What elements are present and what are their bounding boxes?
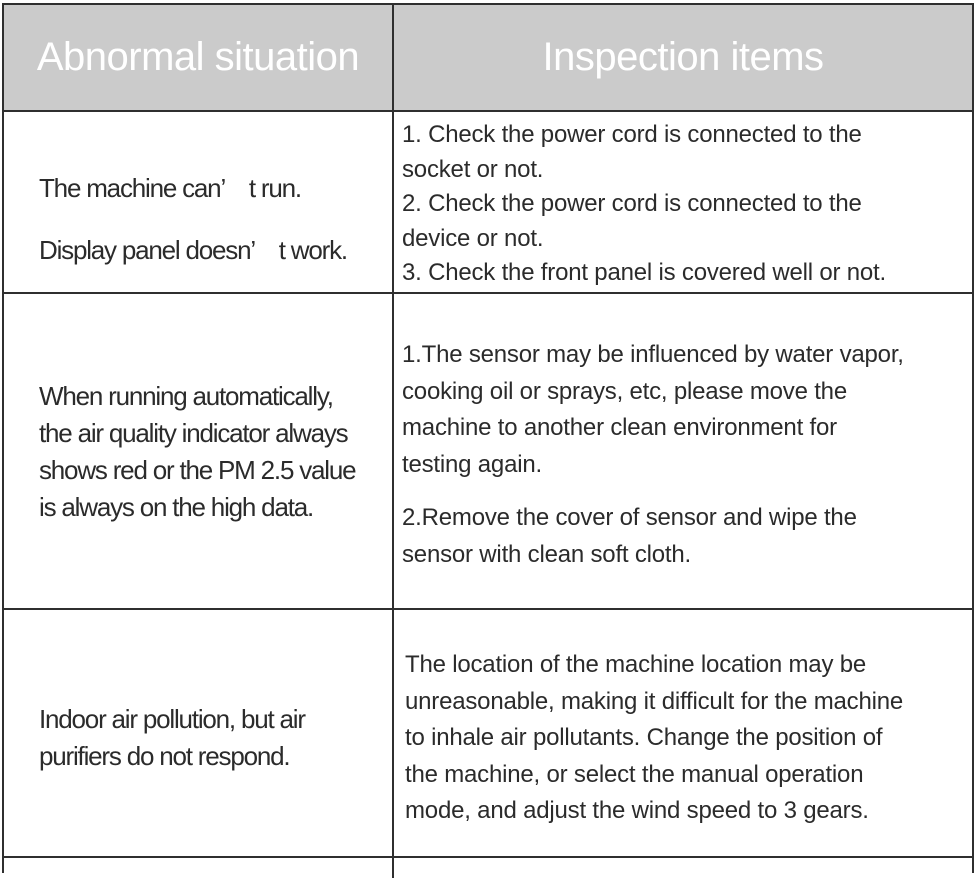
inspection-line: cooking oil or sprays, etc, please move the: [402, 377, 847, 405]
table-row: [4, 112, 972, 294]
inspection-line: 3. Check the front panel is covered well or not.: [402, 259, 886, 286]
inspection-line: 1.The sensor may be influenced by water vapor,: [402, 341, 904, 368]
inspection-line: device or not.: [402, 224, 544, 252]
inspection-line: the machine, or select the manual operation: [405, 760, 864, 788]
troubleshooting-table: [2, 3, 974, 873]
inspection-cell: [394, 610, 972, 856]
situation-line: is always on the high data.: [39, 492, 314, 522]
inspection-text: [402, 337, 964, 573]
inspection-cell: [394, 112, 972, 292]
inspection-line: 2.Remove the cover of sensor and wipe the: [402, 504, 857, 531]
inspection-line: The location of the machine location may be: [405, 651, 867, 678]
inspection-line: testing again.: [402, 450, 542, 478]
situation-line: purifiers do not respond.: [39, 741, 290, 771]
situation-cell: [4, 112, 394, 292]
header-situation-label: Abnormal situation: [36, 35, 360, 79]
table-header-row: [4, 5, 972, 112]
situation-line: the air quality indicator always: [39, 418, 348, 448]
inspection-cell: [394, 294, 972, 608]
inspection-line: sensor with clean soft cloth.: [402, 540, 692, 568]
table-row: [4, 610, 972, 858]
inspection-line: socket or not.: [402, 155, 544, 183]
situation-line: Display panel doesn’ t work.: [39, 235, 347, 265]
header-cell-inspection: [394, 5, 972, 110]
situation-text: [39, 157, 380, 281]
header-inspection-label: Inspection items: [542, 35, 824, 79]
table-row: [4, 294, 972, 610]
situation-cell: [4, 610, 394, 856]
situation-line: Indoor air pollution, but air: [39, 704, 305, 734]
inspection-text: [405, 647, 964, 830]
situation-line: shows red or the PM 2.5 value: [39, 455, 356, 485]
situation-text: [39, 378, 380, 526]
table-row-partial: [4, 858, 972, 878]
situation-line: When running automatically,: [39, 381, 333, 411]
situation-cell: [4, 294, 394, 608]
inspection-line: mode, and adjust the wind speed to 3 gears.: [405, 797, 869, 824]
header-cell-situation: [4, 5, 394, 110]
inspection-line: 1. Check the power cord is connected to the: [402, 121, 862, 148]
inspection-text: [402, 118, 964, 291]
inspection-line: machine to another clean environment for: [402, 414, 837, 441]
situation-text: [39, 701, 380, 775]
situation-line: The machine can’ t run.: [39, 173, 301, 203]
situation-cell: [4, 858, 394, 878]
inspection-line: to inhale air pollutants. Change the position of: [405, 724, 883, 751]
inspection-cell: [394, 858, 972, 878]
inspection-line: unreasonable, making it difficult for the machine: [405, 687, 904, 715]
inspection-line: 2. Check the power cord is connected to the: [402, 190, 862, 217]
